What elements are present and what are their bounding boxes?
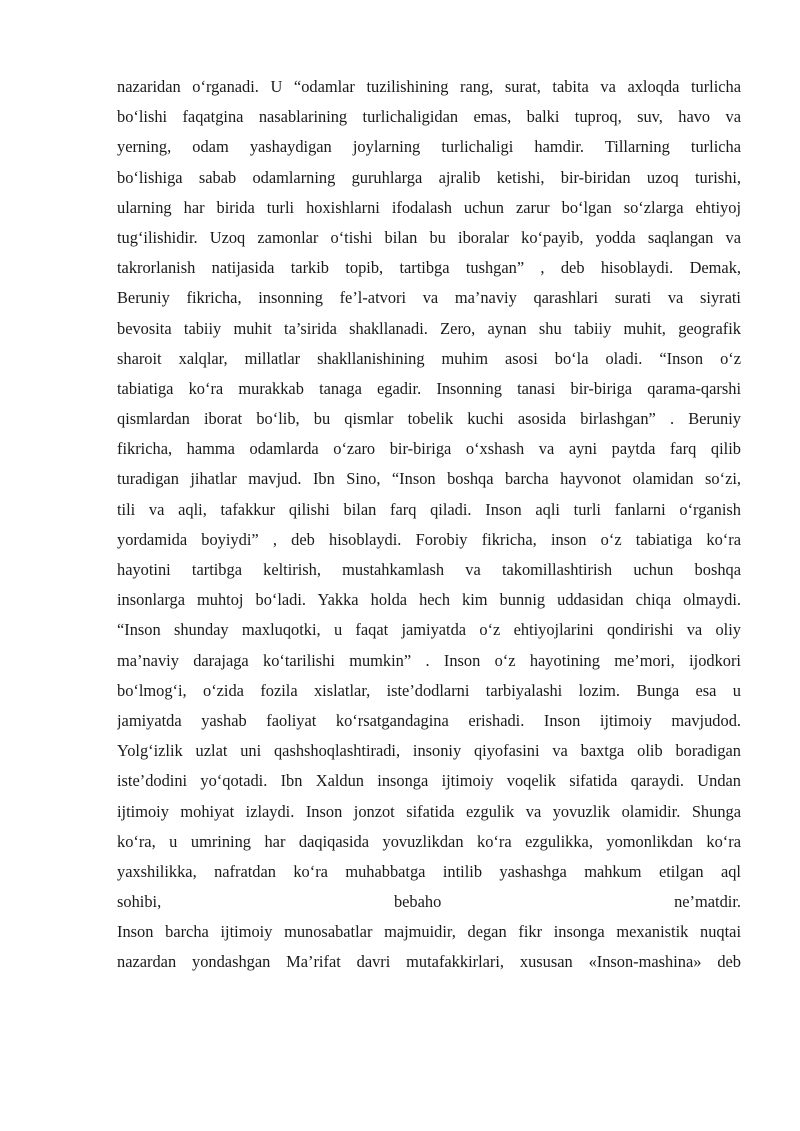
text-line: yaxshilikka, nafratdan ko‘ra muhabbatga intilib yashashga mahkum etilgan aql: [117, 861, 741, 881]
document-page: [117, 72, 741, 978]
text-line: ularning har birida turli hoxishlarni ifodalash uchun zarur bo‘lgan so‘zlarga ehtiyoj: [117, 197, 741, 217]
text-line: “Inson shunday maxluqotki, u faqat jamiyatda o‘z ehtiyojlarini qondirishi va oliy: [117, 620, 741, 640]
text-line: Yolg‘izlik uzlat uni qashshoqlashtiradi, insoniy qiyofasini va baxtga olib boradigan: [117, 741, 741, 761]
text-line: Inson barcha ijtimoiy munosabatlar majmuidir, degan fikr insonga mexanistik nuqtai: [117, 922, 741, 942]
text-line: sohibi, bebaho ne’matdir.: [117, 892, 741, 912]
text-line: hayotini tartibga keltirish, mustahkamlash va takomillashtirish uchun boshqa: [117, 560, 741, 579]
text-line: bo‘lishiga sabab odamlarning guruhlarga ajralib ketishi, bir-biridan uzoq turishi,: [117, 167, 741, 187]
text-line: ko‘ra, u umrining har daqiqasida yovuzlikdan ko‘ra ezgulikka, yomonlikdan ko‘ra: [117, 831, 741, 851]
text-line: yerning, odam yashaydigan joylarning turlichaligi hamdir. Tillarning turlicha: [117, 137, 741, 157]
text-line: sharoit xalqlar, millatlar shakllanishining muhim asosi bo‘la oladi. “Inson o‘z: [117, 348, 741, 368]
text-line: bo‘lishi faqatgina nasablarining turlichaligidan emas, balki tuproq, suv, havo va: [117, 107, 741, 127]
text-line: bo‘lmog‘i, o‘zida fozila xislatlar, iste’dodlarni tarbiyalashi lozim. Bunga esa u: [117, 680, 741, 700]
text-line: takrorlanish natijasida tarkib topib, tartibga tushgan” , deb hisoblaydi. Demak,: [117, 258, 741, 278]
text-line: yordamida boyiydi” , deb hisoblaydi. Forobiy fikricha, inson o‘z tabiatiga ko‘ra: [117, 529, 741, 549]
text-line: tili va aqli, tafakkur qilishi bilan farq qiladi. Inson aqli turli fanlarni o‘rganish: [117, 499, 741, 519]
text-line: bevosita tabiiy muhit ta’sirida shakllanadi. Zero, aynan shu tabiiy muhit, geografik: [117, 318, 741, 338]
text-line: qismlardan iborat bo‘lib, bu qismlar tobelik kuchi asosida birlashgan” . Beruniy: [117, 409, 741, 429]
text-line: fikricha, hamma odamlarda o‘zaro bir-biriga o‘xshash va ayni paytda farq qilib: [117, 439, 741, 459]
text-line: Beruniy fikricha, insonning fe’l-atvori va ma’naviy qarashlari surati va siyrati: [117, 288, 741, 308]
text-line: turadigan jihatlar mavjud. Ibn Sino, “Inson boshqa barcha hayvonot olamidan so‘zi,: [117, 469, 741, 489]
text-line: insonlarga muhtoj bo‘ladi. Yakka holda hech kim bunnig uddasidan chiqa olmaydi.: [117, 590, 741, 610]
text-line: jamiyatda yashab faoliyat ko‘rsatgandagina erishadi. Inson ijtimoiy mavjudod.: [117, 710, 741, 730]
text-line: tug‘ilishidir. Uzoq zamonlar o‘tishi bilan bu iboralar ko‘payib, yodda saqlangan va: [117, 227, 741, 247]
text-line: ma’naviy darajaga ko‘tarilishi mumkin” . Inson o‘z hayotining me’mori, ijodkori: [117, 650, 741, 670]
text-line: nazaridan o‘rganadi. U “odamlar tuzilishining rang, surat, tabita va axloqda turlicha: [117, 77, 741, 96]
text-line: ijtimoiy mohiyat izlaydi. Inson jonzot sifatida ezgulik va yovuzlik olamidir. Shunga: [117, 801, 741, 821]
text-line: tabiatiga ko‘ra murakkab tanaga egadir. Insonning tanasi bir-biriga qarama-qarshi: [117, 378, 741, 398]
text-line: nazardan yondashgan Ma’rifat davri mutafakkirlari, xususan «Inson-mashina» deb: [117, 952, 741, 972]
text-line: iste’dodini yo‘qotadi. Ibn Xaldun insonga ijtimoiy voqelik sifatida qaraydi. Undan: [117, 771, 741, 791]
body-text: [117, 72, 741, 978]
